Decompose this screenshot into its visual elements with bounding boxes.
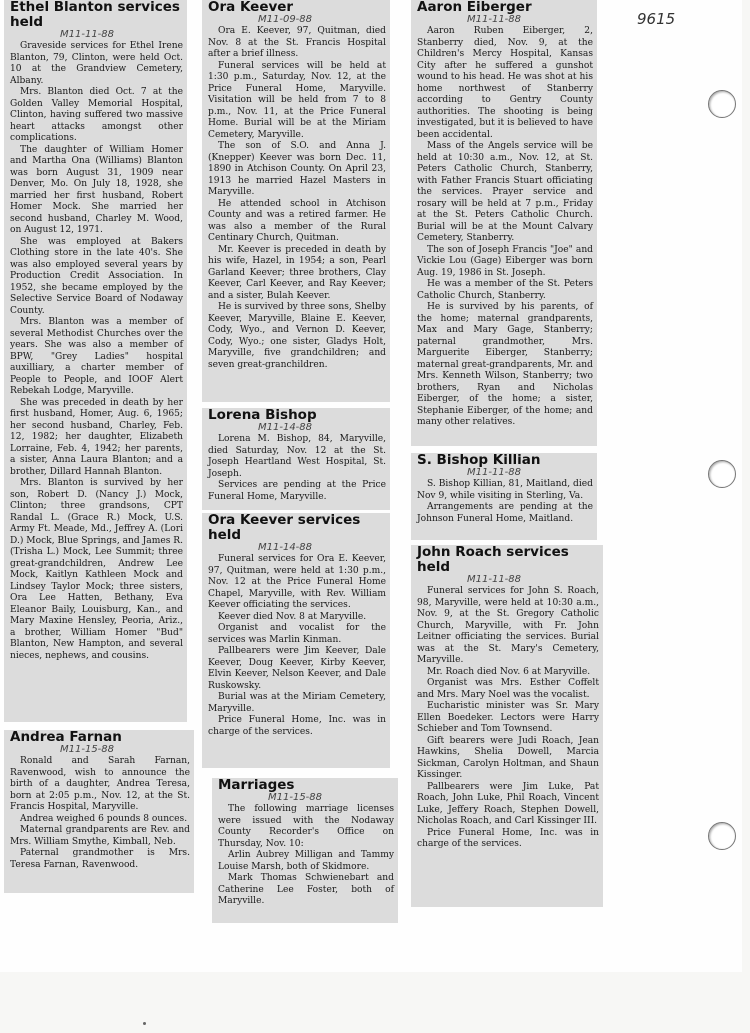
paragraph: Graveside services for Ethel Irene Blanton, 79, Clinton, were held Oct. 10 at the Grandview Cemetery, Albany. (10, 41, 183, 86)
article-body (417, 479, 593, 525)
paragraph: Mr. Keever is preceded in death by his wife, Hazel, in 1954; a son, Pearl Garland Keever; three brothers, Clay Keever, Carl Keever, and Ray Keever; and a sister, Bulah Keever. (208, 244, 386, 301)
paragraph: The son of Joseph Francis "Joe" and Vickie Lou (Gage) Eiberger was born Aug. 19, 1986 in St. Joseph. (417, 244, 593, 278)
paragraph: Price Funeral Home, Inc. was in charge of the services. (208, 715, 386, 737)
article-body (208, 26, 386, 371)
paragraph: Maternal grandparents are Rev. and Mrs. William Smythe, Kimball, Neb. (10, 825, 190, 847)
paragraph: The following marriage licenses were issued with the Nodaway County Recorder's Office on Thursday, Nov. 10: (218, 804, 394, 849)
paragraph: Mrs. Blanton was a member of several Methodist Churches over the years. She was also a member of BPW, "Grey Ladies" hospital auxilliary, a charter member of People to People, and IOOF Alert Rebekah Lodge, Maryville. (10, 317, 183, 396)
paragraph: Pallbearers were Jim Luke, Pat Roach, John Luke, Phil Roach, Vincent Luke, Jeffery Roach, Stephen Dowell, Nicholas Roach, and Carl Kissinger III. (417, 781, 599, 826)
paragraph: Eucharistic minister was Sr. Mary Ellen Boedeker. Lectors were Harry Schieber and Tom Townsend. (417, 701, 599, 734)
article-body (10, 41, 183, 662)
paragraph: He is survived by his parents, of the home; maternal grandparents, Max and Mary Gage, Stanberry; paternal grandmother, Mrs. Marguerite Eiberger, Stanberry; maternal great-grandparents, Mr. and Mrs. Kenneth Wilson, Stanberry; two brothers, Ryan and Nicholas Eiberger, of the home; a sister, Stephanie Eiberger, of the home; and many other relatives. (417, 302, 593, 427)
headline: Ora Keever (208, 0, 294, 15)
clipping-ora-keever-services (202, 513, 390, 768)
paragraph: Funeral services for John S. Roach, 98, Maryville, were held at 10:30 a.m., Nov. 9, at the St. Gregory Catholic Church, Maryville, with Fr. John Leitner officiating the services. Burial was at the St. Mary's Cemetery, Maryville. (417, 586, 599, 665)
article-body (10, 756, 190, 871)
scan-speck (143, 1022, 146, 1025)
article-body (417, 26, 593, 429)
paragraph: Pallbearers were Jim Keever, Dale Keever, Doug Keever, Kirby Keever, Elvin Keever, Nelson Keever, and Dale Ruskowsky. (208, 646, 386, 691)
paragraph: He is survived by three sons, Shelby Keever, Maryville, Blaine E. Keever, Cody, Wyo., and Vernon D. Keever, Cody, Wyo.; one sister, Gladys Holt, Maryville, five grandchildren; and seven great-granchildren. (208, 302, 386, 370)
paragraph: Price Funeral Home, Inc. was in charge of the services. (417, 827, 599, 849)
paragraph: He was a member of the St. Peters Catholic Church, Stanberry. (417, 279, 593, 301)
paragraph: Mass of the Angels service will be held at 10:30 a.m., Nov. 12, at St. Peters Catholic Church, Stanberry, with Father Francis Stuart officiating the services. Prayer service and rosary will be held at 7 p.m., Friday at the St. Peters Catholic Church. Burial will be at the Mount Calvary Cemetery, Stanberry. (417, 141, 593, 243)
paragraph: The daughter of William Homer and Martha Ona (Williams) Blanton was born August 31, 1909 near Denver, Mo. On July 18, 1928, she married her first husband, Robert Homer Mock. She married her second husband, Charley M. Wood, on August 12, 1971. (10, 144, 183, 235)
paragraph: Keever died Nov. 8 at Maryville. (218, 611, 367, 622)
handwritten-date: M11-11-88 (467, 574, 522, 585)
handwritten-date: M11-11-88 (60, 29, 115, 40)
paragraph: Ronald and Sarah Farnan, Ravenwood, wish to announce the birth of a daughter, Andrea Teresa, born at 2:05 p.m., Nov. 12, at the St. Francis Hospital, Maryville. (10, 756, 190, 812)
paragraph: Mrs. Blanton is survived by her son, Robert D. (Nancy J.) Mock, Clinton; three grandsons, CPT Randal L. (Grace R.) Mock, U.S. Army Ft. Meade, Md., Jeffrey A. (Lori D.) Mock, Blue Springs, and James R. (Trisha L.) Mock, Lee Summit; three great-grandchildren, Andrew Lee Mock, Kaitlyn Kathleen Mock and Lindsey Taylor Mock; three sisters, Ora Lee Hatten, Bethany, Eva Eleanor Baily, Louisburg, Kan., and Mary Maxine Hensley, Peoria, Ariz., a brother, William Homer "Bud" Blanton, New Hampton, and several nieces, nephews, and cousins. (10, 478, 183, 661)
paragraph: Andrea weighed 6 pounds 8 ounces. (20, 813, 188, 824)
clipping-john-roach (411, 545, 603, 907)
article-body (208, 554, 386, 738)
paragraph: Funeral services will be held at 1:30 p.m., Saturday, Nov. 12, at the Price Funeral Home, Maryville. Visitation will be held from 7 to 8 p.m., Nov. 11, at the Price Funeral Home. Burial will be at the Miriam Cemetery, Maryville. (208, 60, 386, 140)
handwritten-date: M11-11-88 (467, 467, 522, 478)
handwritten-date: M11-14-88 (258, 542, 313, 553)
paragraph: Ora E. Keever, 97, Quitman, died Nov. 8 at the St. Francis Hospital after a brief illness. (208, 26, 386, 59)
handwritten-date: M11-15-88 (268, 792, 323, 803)
paragraph: Funeral services for Ora E. Keever, 97, Quitman, were held at 1:30 p.m., Nov. 12 at the Price Funeral Home Chapel, Maryville, with Rev. William Keever officiating the services. (208, 554, 386, 610)
article-body (218, 804, 394, 908)
article-body (208, 434, 386, 503)
paragraph: Mr. Roach died Nov. 6 at Maryville. (427, 666, 591, 677)
headline: S. Bishop Killian (417, 453, 541, 468)
page-number: 9615 (637, 10, 676, 28)
headline: Lorena Bishop (208, 408, 317, 423)
headline: Ora Keever services held (208, 513, 361, 543)
clipping-aaron-eiberger (411, 0, 597, 446)
binder-hole-top (708, 90, 736, 118)
paragraph: Gift bearers were Judi Roach, Jean Hawkins, Shelia Dowell, Marcia Sickman, Carolyn Holtman, and Shaun Kissinger. (417, 735, 599, 780)
article-body (417, 586, 599, 851)
headline: John Roach services held (417, 545, 569, 575)
paragraph: She was employed at Bakers Clothing store in the late 40's. She was also employed several years by Production Credit Association. In 1952, she became employed by the Selective Service Board of Nodaway County. (10, 236, 183, 316)
paragraph: Mark Thomas Schwienebart and Catherine Lee Foster, both of Maryville. (218, 873, 394, 906)
paragraph: Lorena M. Bishop, 84, Maryville, died Saturday, Nov. 12 at the St. Joseph Heartland West Hospital, St. Joseph. (208, 434, 386, 479)
paragraph: Mrs. Blanton died Oct. 7 at the Golden Valley Memorial Hospital, Clinton, having suffered two massive heart attacks amongst other complications. (10, 87, 183, 143)
clipping-andrea-farnan (4, 730, 194, 893)
clipping-lorena-bishop (202, 408, 390, 510)
paragraph: Organist and vocalist for the services was Marlin Kinman. (208, 623, 386, 645)
paragraph: Burial was at the Miriam Cemetery, Maryville. (208, 692, 386, 714)
headline: Aaron Eiberger (417, 0, 532, 15)
headline: Marriages (218, 778, 295, 793)
paragraph: He attended school in Atchison County and was a retired farmer. He was also a member of the Rural Centinary Church, Quitman. (208, 198, 386, 243)
paragraph: Arlin Aubrey Milligan and Tammy Louise Marsh, both of Skidmore. (218, 850, 394, 872)
clipping-ethel-blanton (4, 0, 187, 722)
headline: Andrea Farnan (10, 730, 122, 745)
headline: Ethel Blanton services held (10, 0, 180, 30)
clipping-marriages (212, 778, 398, 923)
paragraph: Paternal grandmother is Mrs. Teresa Farnan, Ravenwood. (10, 848, 190, 870)
binder-hole-middle (708, 460, 736, 488)
handwritten-date: M11-14-88 (258, 422, 313, 433)
paragraph: The son of S.O. and Anna J. (Knepper) Keever was born Dec. 11, 1890 in Atchison County. On April 23, 1913 he married Hazel Masters in Maryville. (208, 141, 386, 197)
paragraph: S. Bishop Killian, 81, Maitland, died Nov 9, while visiting in Sterling, Va. (417, 479, 593, 501)
paragraph: She was preceded in death by her first husband, Homer, Aug. 6, 1965; her second husband, Charley, Feb. 12, 1982; her daughter, Elizabeth Lorraine, Feb. 4, 1942; her parents, a sister, Anna Laura Blanton; and a brother, Dillard Hannah Blanton. (10, 397, 183, 477)
paragraph: Services are pending at the Price Funeral Home, Maryville. (208, 480, 386, 502)
clipping-s-bishop-killian (411, 453, 597, 540)
handwritten-date: M11-11-88 (467, 14, 522, 25)
paragraph: Aaron Ruben Eiberger, 2, Stanberry died, Nov. 9, at the Children's Mercy Hospital, Kansas City after he suffered a gunshot wound to his head. He was shot at his home northwest of Stanberry according to Gentry County authorities. The shooting is being investigated, but it is believed to have been accidental. (417, 26, 593, 140)
handwritten-date: M11-15-88 (60, 744, 115, 755)
binder-hole-bottom (708, 822, 736, 850)
handwritten-date: M11-09-88 (258, 14, 313, 25)
clipping-ora-keever (202, 0, 390, 402)
paragraph: Arrangements are pending at the Johnson Funeral Home, Maitland. (417, 502, 593, 524)
paragraph: Organist was Mrs. Esther Coffelt and Mrs. Mary Noel was the vocalist. (417, 678, 599, 700)
